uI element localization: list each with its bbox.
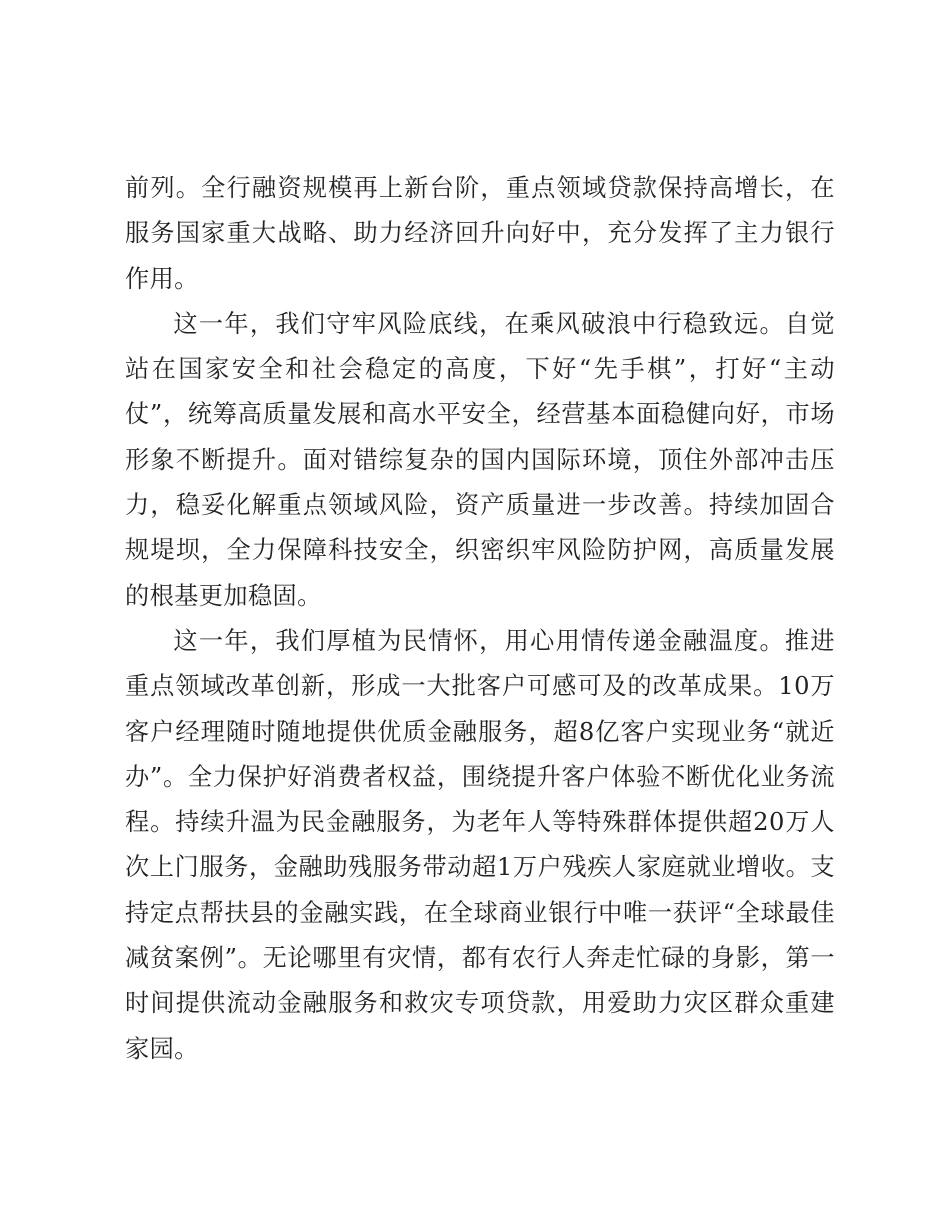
paragraph-public-service: 这一年，我们厚植为民情怀，用心用情传递金融温度。推进重点领域改革创新，形成一大批客户可感可及的改革成果。10万客户经理随时随地提供优质金融服务，超8亿客户实现业务“就近办”。全力保护好消费者权益，围绕提升客户体验不断优化业务流程。持续升温为民金融服务，为老年人等特殊群体提供超20万人次上门服务，金融助残服务带动超1万户残疾人家庭就业增收。支持定点帮扶县的金融实践，在全球商业银行中唯一获评“全球最佳减贫案例”。无论哪里有灾情，都有农行人奔走忙碌的身影，第一时间提供流动金融服务和救灾专项贷款，用爱助力灾区群众重建家园。 <box>125 626 835 1063</box>
paragraph-risk-control: 这一年，我们守牢风险底线，在乘风破浪中行稳致远。自觉站在国家安全和社会稳定的高度，下好“先手棋”，打好“主动仗”，统筹高质量发展和高水平安全，经营基本面稳健向好，市场形象不断提升。面对错综复杂的国内国际环境，顶住外部冲击压力，稳妥化解重点领域风险，资产质量进一步改善。持续加固合规堤坝，全力保障科技安全，织密织牢风险防护网，高质量发展的根基更加稳固。 <box>125 309 835 610</box>
paragraph-continuation: 前列。全行融资规模再上新台阶，重点领域贷款保持高增长，在服务国家重大战略、助力经济回升向好中，充分发挥了主力银行作用。 <box>125 174 835 293</box>
document-body <box>125 166 835 1072</box>
